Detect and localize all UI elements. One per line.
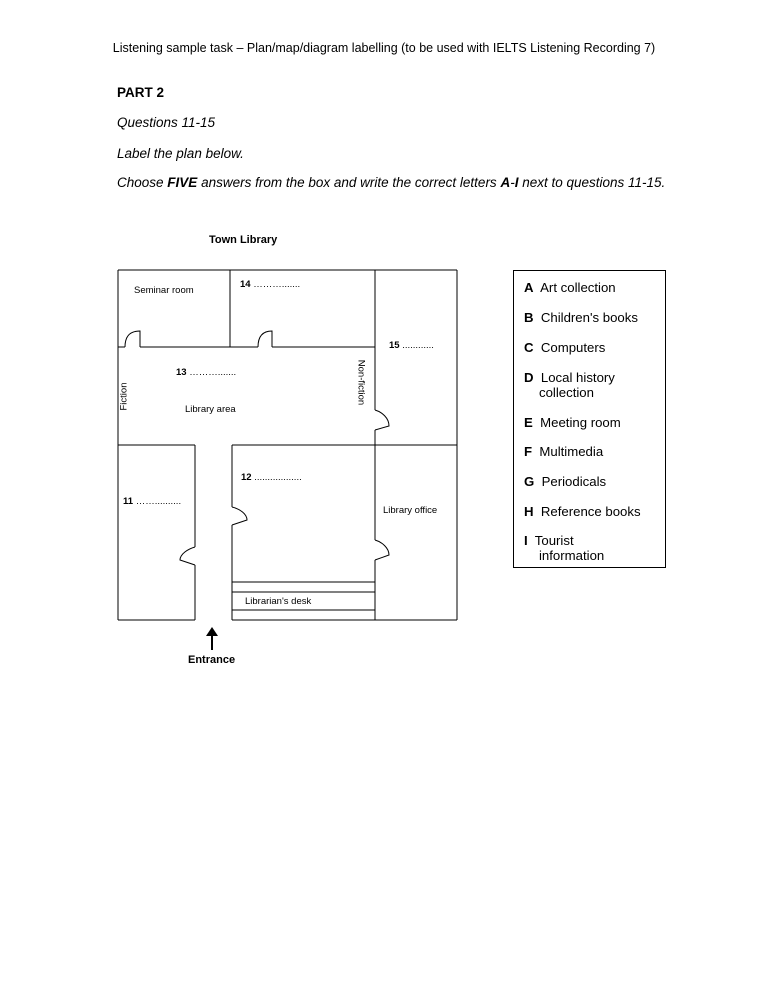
option-text: Art collection xyxy=(540,280,616,295)
label-library-office: Library office xyxy=(383,505,438,516)
option-letter: E xyxy=(524,415,533,430)
option-d xyxy=(524,370,615,400)
door-room14 xyxy=(258,331,272,347)
option-text: Reference books xyxy=(540,504,641,519)
option-c xyxy=(524,340,605,355)
q14-blank: ………....... xyxy=(253,279,301,290)
label-seminar-room: Seminar room xyxy=(134,285,194,296)
option-h xyxy=(524,504,641,519)
door-room15 xyxy=(375,410,389,430)
questions-range: Questions 11-15 xyxy=(117,115,216,130)
q12-number: 12 xyxy=(241,472,252,483)
q15-number: 15 xyxy=(389,340,400,351)
label-question-14 xyxy=(240,279,300,290)
choose-letter-i: I xyxy=(514,175,519,190)
option-letter: A xyxy=(524,280,534,295)
choose-letter-a: A xyxy=(500,175,511,190)
label-library-area: Library area xyxy=(185,404,236,415)
option-text: Multimedia xyxy=(539,444,604,459)
entrance-arrow-icon xyxy=(206,627,218,650)
choose-dash: - xyxy=(510,175,515,190)
option-letter: I xyxy=(524,533,528,548)
label-question-13 xyxy=(176,367,236,378)
option-text: Local history xyxy=(540,370,615,385)
option-text-line2: information xyxy=(539,548,605,563)
option-text: Computers xyxy=(540,340,606,355)
page-header: Listening sample task – Plan/map/diagram labelling (to be used with IELTS Listening Recording 7) xyxy=(112,41,656,55)
q11-blank: …….......... xyxy=(135,496,182,507)
option-text: Periodicals xyxy=(541,474,607,489)
q14-number: 14 xyxy=(240,279,251,290)
answer-options-box xyxy=(513,270,666,568)
q15-blank: ............ xyxy=(402,340,434,351)
label-librarians-desk: Librarian's desk xyxy=(245,596,312,607)
choose-five: FIVE xyxy=(167,175,198,190)
label-entrance: Entrance xyxy=(188,654,236,666)
option-letter: B xyxy=(524,310,534,325)
option-letter: F xyxy=(524,444,533,459)
label-question-12 xyxy=(241,472,302,483)
label-question-11 xyxy=(123,496,181,507)
label-non-fiction: Non-fiction xyxy=(355,359,367,406)
part-heading: PART 2 xyxy=(117,85,165,100)
option-text-line2: collection xyxy=(539,385,594,400)
option-letter: H xyxy=(524,504,534,519)
q13-blank: ………....... xyxy=(189,367,237,378)
option-text: Tourist xyxy=(534,533,574,548)
option-letter: G xyxy=(524,474,535,489)
option-text: Children's books xyxy=(540,310,638,325)
option-b xyxy=(524,310,638,325)
choose-mid: answers from the box and write the correct letters xyxy=(197,175,501,190)
option-letter: C xyxy=(524,340,534,355)
label-fiction: Fiction xyxy=(118,382,130,411)
label-question-15 xyxy=(389,340,434,351)
q12-blank: .................. xyxy=(254,472,302,483)
door-office xyxy=(375,540,389,560)
choose-pre: Choose xyxy=(117,175,168,190)
option-i xyxy=(524,533,604,563)
door-room11 xyxy=(180,547,195,565)
choose-post: next to questions 11-15. xyxy=(518,175,666,190)
door-seminar xyxy=(125,331,140,347)
option-letter: D xyxy=(524,370,534,385)
door-room12 xyxy=(232,507,247,525)
plan-title: Town Library xyxy=(209,234,278,246)
option-g xyxy=(524,474,606,489)
option-e xyxy=(524,415,621,430)
option-a xyxy=(524,280,616,295)
option-f xyxy=(524,444,603,459)
instruction-text: Label the plan below. xyxy=(117,146,244,161)
q13-number: 13 xyxy=(176,367,187,378)
option-text: Meeting room xyxy=(540,415,621,430)
q11-number: 11 xyxy=(123,496,134,507)
